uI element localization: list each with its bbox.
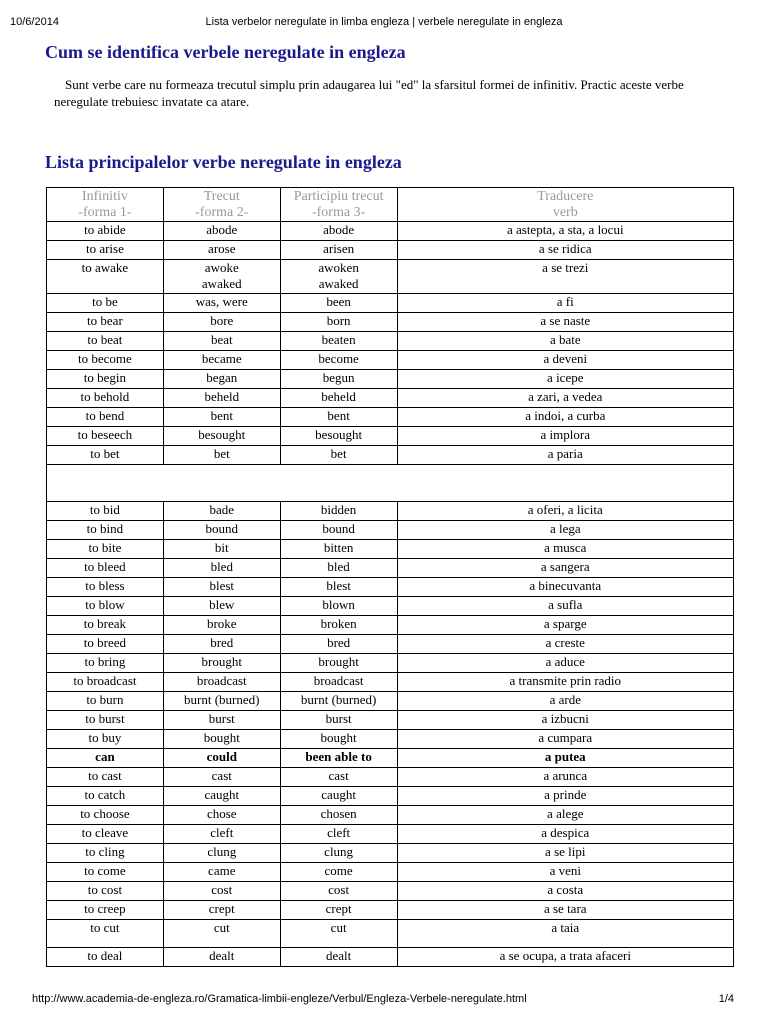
cell-past: began: [163, 370, 280, 389]
cell-past: awoke awaked: [163, 260, 280, 294]
table-row: [47, 863, 734, 882]
cell-past: broke: [163, 616, 280, 635]
cell-infinitive: to blow: [47, 597, 164, 616]
cell-participle: been able to: [280, 749, 397, 768]
print-date: 10/6/2014: [10, 16, 59, 28]
cell-past: burst: [163, 711, 280, 730]
table-row: [47, 578, 734, 597]
table-row: [47, 260, 734, 294]
cell-participle: cut: [280, 920, 397, 948]
cell-infinitive: to cleave: [47, 825, 164, 844]
cell-translation: a alege: [397, 806, 733, 825]
cell-participle: bought: [280, 730, 397, 749]
cell-infinitive: to abide: [47, 222, 164, 241]
cell-past: bled: [163, 559, 280, 578]
table-row: [47, 294, 734, 313]
cell-past: beat: [163, 332, 280, 351]
table-row: [47, 692, 734, 711]
cell-infinitive: to burn: [47, 692, 164, 711]
section-heading-list: Lista principalelor verbe neregulate in engleza: [45, 152, 402, 172]
cell-participle: born: [280, 313, 397, 332]
cell-past: beheld: [163, 389, 280, 408]
table-row: [47, 427, 734, 446]
table-row: [47, 882, 734, 901]
cell-translation: a binecuvanta: [397, 578, 733, 597]
cell-translation: a sufla: [397, 597, 733, 616]
table-row: [47, 673, 734, 692]
table-row: [47, 597, 734, 616]
cell-participle: broadcast: [280, 673, 397, 692]
cell-translation: a zari, a vedea: [397, 389, 733, 408]
cell-translation: a oferi, a licita: [397, 502, 733, 521]
cell-participle: burst: [280, 711, 397, 730]
cell-infinitive: to deal: [47, 948, 164, 967]
cell-participle: bet: [280, 446, 397, 465]
cell-translation: a prinde: [397, 787, 733, 806]
cell-infinitive: to cast: [47, 768, 164, 787]
cell-past: cut: [163, 920, 280, 948]
spacer-cell: [47, 465, 734, 502]
cell-translation: a se ridica: [397, 241, 733, 260]
cell-infinitive: to awake: [47, 260, 164, 294]
table-row: [47, 825, 734, 844]
cell-participle: bent: [280, 408, 397, 427]
table-row: [47, 351, 734, 370]
print-footer: [0, 993, 768, 1013]
cell-participle: bitten: [280, 540, 397, 559]
cell-translation: a fi: [397, 294, 733, 313]
cell-participle: chosen: [280, 806, 397, 825]
cell-translation: a costa: [397, 882, 733, 901]
cell-infinitive: to bend: [47, 408, 164, 427]
cell-translation: a icepe: [397, 370, 733, 389]
table-row: [47, 241, 734, 260]
cell-past: cast: [163, 768, 280, 787]
cell-participle: awoken awaked: [280, 260, 397, 294]
cell-past: broadcast: [163, 673, 280, 692]
cell-past: blew: [163, 597, 280, 616]
cell-infinitive: to choose: [47, 806, 164, 825]
cell-participle: blest: [280, 578, 397, 597]
cell-participle: been: [280, 294, 397, 313]
cell-infinitive: to bleed: [47, 559, 164, 578]
cell-participle: abode: [280, 222, 397, 241]
cell-participle: crept: [280, 901, 397, 920]
cell-translation: a lega: [397, 521, 733, 540]
table-row: [47, 408, 734, 427]
page-number: 1/4: [718, 993, 734, 1005]
cell-past: was, were: [163, 294, 280, 313]
table-row: [47, 806, 734, 825]
cell-infinitive: to bite: [47, 540, 164, 559]
cell-translation: a creste: [397, 635, 733, 654]
cell-translation: a arde: [397, 692, 733, 711]
irregular-verbs-table: [46, 187, 734, 967]
cell-participle: caught: [280, 787, 397, 806]
cell-translation: a paria: [397, 446, 733, 465]
table-row: [47, 540, 734, 559]
cell-past: bade: [163, 502, 280, 521]
cell-infinitive: to cling: [47, 844, 164, 863]
cell-translation: a aduce: [397, 654, 733, 673]
cell-participle: brought: [280, 654, 397, 673]
cell-past: burnt (burned): [163, 692, 280, 711]
cell-infinitive: to behold: [47, 389, 164, 408]
cell-translation: a bate: [397, 332, 733, 351]
section-heading-identify: Cum se identifica verbele neregulate in engleza: [45, 42, 406, 62]
cell-participle: bled: [280, 559, 397, 578]
header-past: Trecut -forma 2-: [163, 188, 280, 222]
cell-past: dealt: [163, 948, 280, 967]
cell-past: bent: [163, 408, 280, 427]
cell-infinitive: to beseech: [47, 427, 164, 446]
cell-past: bought: [163, 730, 280, 749]
cell-past: abode: [163, 222, 280, 241]
cell-participle: bidden: [280, 502, 397, 521]
cell-participle: besought: [280, 427, 397, 446]
cell-past: came: [163, 863, 280, 882]
cell-infinitive: to bet: [47, 446, 164, 465]
cell-translation: a se tara: [397, 901, 733, 920]
cell-translation: a transmite prin radio: [397, 673, 733, 692]
cell-past: became: [163, 351, 280, 370]
table-row: [47, 313, 734, 332]
cell-past: brought: [163, 654, 280, 673]
cell-infinitive: can: [47, 749, 164, 768]
cell-past: cost: [163, 882, 280, 901]
cell-translation: a se ocupa, a trata afaceri: [397, 948, 733, 967]
cell-participle: cleft: [280, 825, 397, 844]
table-row: [47, 502, 734, 521]
cell-infinitive: to burst: [47, 711, 164, 730]
cell-translation: a izbucni: [397, 711, 733, 730]
cell-infinitive: to beat: [47, 332, 164, 351]
cell-past: arose: [163, 241, 280, 260]
table-row: [47, 332, 734, 351]
header-participle: Participiu trecut -forma 3-: [280, 188, 397, 222]
cell-translation: a se naste: [397, 313, 733, 332]
cell-translation: a indoi, a curba: [397, 408, 733, 427]
table-row: [47, 222, 734, 241]
header-translation: Traducere verb: [397, 188, 733, 222]
cell-participle: arisen: [280, 241, 397, 260]
cell-translation: a sangera: [397, 559, 733, 578]
cell-participle: bred: [280, 635, 397, 654]
table-row: [47, 446, 734, 465]
cell-infinitive: to begin: [47, 370, 164, 389]
table-row: [47, 635, 734, 654]
cell-infinitive: to be: [47, 294, 164, 313]
cell-translation: a implora: [397, 427, 733, 446]
page-url: http://www.academia-de-engleza.ro/Gramatica-limbii-engleze/Verbul/Engleza-Verbele-neregulate.html: [32, 993, 527, 1005]
cell-past: chose: [163, 806, 280, 825]
cell-participle: clung: [280, 844, 397, 863]
table-row: [47, 616, 734, 635]
cell-translation: a musca: [397, 540, 733, 559]
cell-infinitive: to creep: [47, 901, 164, 920]
table-row: [47, 920, 734, 948]
table-row: [47, 370, 734, 389]
print-header: [0, 8, 768, 28]
cell-translation: a putea: [397, 749, 733, 768]
cell-infinitive: to cut: [47, 920, 164, 948]
cell-infinitive: to become: [47, 351, 164, 370]
cell-participle: cast: [280, 768, 397, 787]
header-infinitive: Infinitiv -forma 1-: [47, 188, 164, 222]
table-row: [47, 521, 734, 540]
cell-infinitive: to bless: [47, 578, 164, 597]
cell-participle: broken: [280, 616, 397, 635]
cell-infinitive: to bear: [47, 313, 164, 332]
table-row: [47, 768, 734, 787]
table-row: [47, 844, 734, 863]
cell-infinitive: to break: [47, 616, 164, 635]
cell-participle: bound: [280, 521, 397, 540]
cell-past: cleft: [163, 825, 280, 844]
cell-past: bred: [163, 635, 280, 654]
cell-infinitive: to come: [47, 863, 164, 882]
table-row: [47, 711, 734, 730]
cell-past: blest: [163, 578, 280, 597]
cell-translation: a cumpara: [397, 730, 733, 749]
cell-participle: come: [280, 863, 397, 882]
table-row: [47, 389, 734, 408]
cell-past: besought: [163, 427, 280, 446]
cell-translation: a se trezi: [397, 260, 733, 294]
cell-infinitive: to broadcast: [47, 673, 164, 692]
cell-infinitive: to catch: [47, 787, 164, 806]
cell-translation: a astepta, a sta, a locui: [397, 222, 733, 241]
cell-translation: a sparge: [397, 616, 733, 635]
cell-infinitive: to buy: [47, 730, 164, 749]
cell-past: bet: [163, 446, 280, 465]
table-row: [47, 787, 734, 806]
table-row: [47, 901, 734, 920]
cell-translation: a se lipi: [397, 844, 733, 863]
table-row: [47, 559, 734, 578]
cell-participle: beheld: [280, 389, 397, 408]
cell-participle: dealt: [280, 948, 397, 967]
table-row: [47, 654, 734, 673]
cell-participle: beaten: [280, 332, 397, 351]
cell-participle: become: [280, 351, 397, 370]
cell-translation: a arunca: [397, 768, 733, 787]
cell-translation: a deveni: [397, 351, 733, 370]
cell-participle: burnt (burned): [280, 692, 397, 711]
cell-infinitive: to cost: [47, 882, 164, 901]
cell-participle: blown: [280, 597, 397, 616]
cell-participle: begun: [280, 370, 397, 389]
table-row: [47, 749, 734, 768]
cell-infinitive: to bring: [47, 654, 164, 673]
print-title: Lista verbelor neregulate in limba engleza | verbele neregulate in engleza: [205, 16, 563, 28]
cell-past: crept: [163, 901, 280, 920]
table-row: [47, 948, 734, 967]
cell-past: caught: [163, 787, 280, 806]
cell-translation: a veni: [397, 863, 733, 882]
cell-past: bit: [163, 540, 280, 559]
cell-infinitive: to bid: [47, 502, 164, 521]
intro-paragraph: Sunt verbe care nu formeaza trecutul simplu prin adaugarea lui "ed" la sfarsitul formei de infinitiv. Practic aceste verbe neregulate trebuiesc invatate ca atare.: [54, 77, 684, 109]
cell-infinitive: to arise: [47, 241, 164, 260]
cell-translation: a taia: [397, 920, 733, 948]
cell-past: could: [163, 749, 280, 768]
cell-infinitive: to breed: [47, 635, 164, 654]
cell-participle: cost: [280, 882, 397, 901]
cell-past: bore: [163, 313, 280, 332]
cell-translation: a despica: [397, 825, 733, 844]
cell-past: bound: [163, 521, 280, 540]
table-row: [47, 730, 734, 749]
cell-infinitive: to bind: [47, 521, 164, 540]
cell-past: clung: [163, 844, 280, 863]
table-header-row: [47, 188, 734, 222]
table-spacer-row: [47, 465, 734, 502]
